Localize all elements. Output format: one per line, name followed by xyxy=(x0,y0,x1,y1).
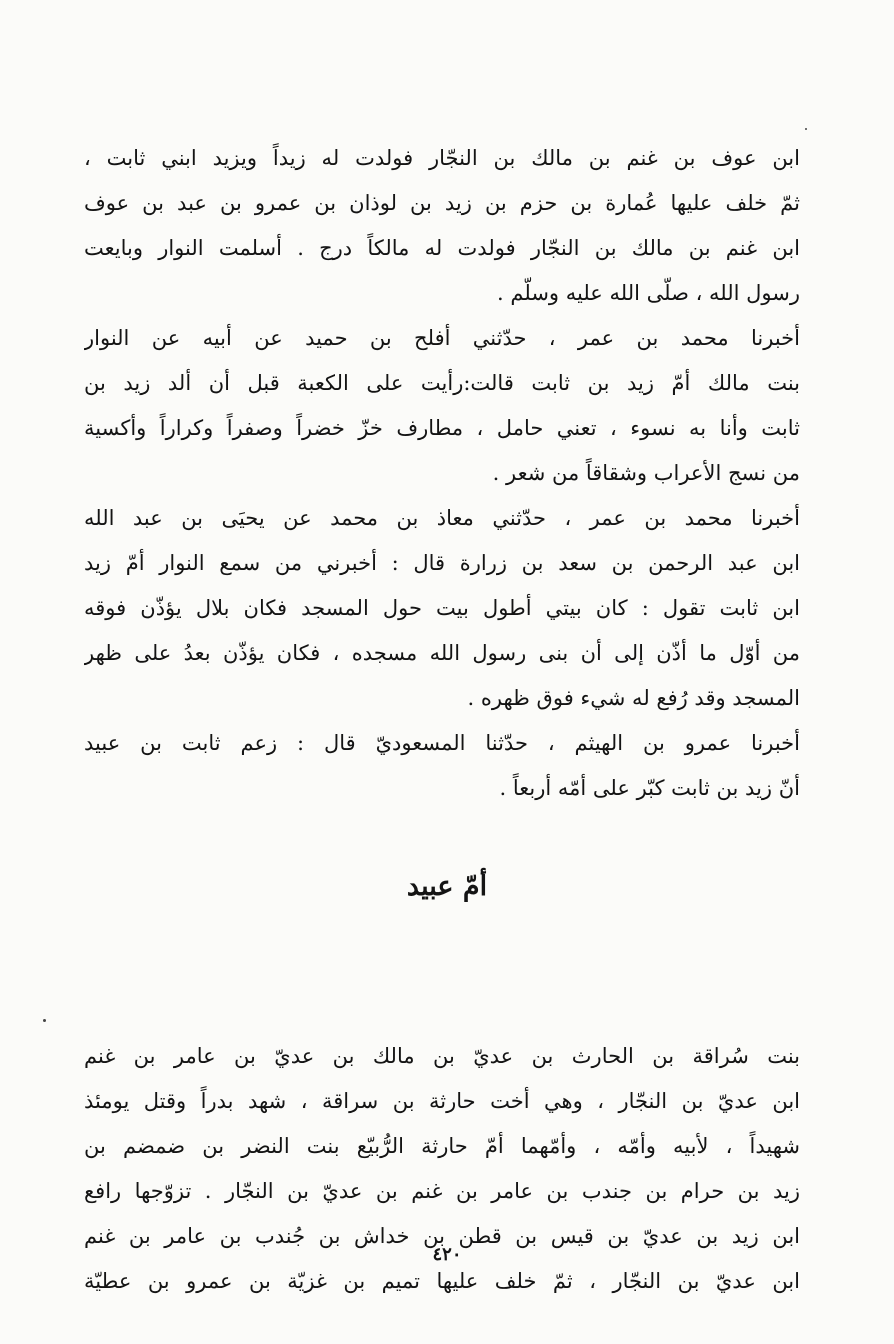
text-line: ابن عوف بن غنم بن مالك بن النجّار فولدت له زيداً ويزيد ابني ثابت ، xyxy=(84,146,800,170)
text-line: بنت مالك أمّ زيد بن ثابت قالت:رأيت على الكعبة قبل أن ألد زيد بن xyxy=(84,371,800,395)
text-line: ابن زيد بن عديّ بن قيس بن قطن بن خداش بن جُندب بن عامر بن غنم xyxy=(84,1224,800,1248)
text-line: ثابت وأنا به نسوء ، تعني حامل ، مطارف خزّ خضراً وصفراً وكراراً وأكسية xyxy=(84,416,800,440)
text-line: المسجد وقد رُفع له شيء فوق ظهره . xyxy=(467,686,800,710)
text-line: زيد بن حرام بن جندب بن عامر بن غنم بن عديّ بن النجّار . تزوّجها رافع xyxy=(84,1179,800,1203)
text-line: ثمّ خلف عليها عُمارة بن حزم بن زيد بن لوذان بن عمرو بن عبد بن عوف xyxy=(84,191,800,215)
text-line: أخبرنا محمد بن عمر ، حدّثني معاذ بن محمد عن يحيَى بن عبد الله xyxy=(84,506,800,530)
text-line: ابن عديّ بن النجّار ، وهي أخت حارثة بن سراقة ، شهد بدراً وقتل يومئذ xyxy=(84,1089,800,1113)
text-line: أخبرنا عمرو بن الهيثم ، حدّثنا المسعوديّ قال : زعم ثابت بن عبيد xyxy=(84,731,800,755)
ink-speck xyxy=(43,1019,46,1022)
ink-speck xyxy=(805,128,807,130)
text-line: أخبرنا محمد بن عمر ، حدّثني أفلح بن حميد عن أبيه عن النوار xyxy=(84,326,800,350)
text-line: من نسج الأعراب وشقاقاً من شعر . xyxy=(492,461,800,485)
text-line: من أوّل ما أذّن إلى أن بنى رسول الله مسجده ، فكان يؤذّن بعدُ على ظهر xyxy=(84,641,800,665)
text-line: ابن عديّ بن النجّار ، ثمّ خلف عليها تميم بن غزيّة بن عمرو بن عطيّة xyxy=(84,1269,800,1293)
page-number: ٤٢٠ xyxy=(432,1244,462,1265)
text-line: ابن ثابت تقول : كان بيتي أطول بيت حول المسجد فكان بلال يؤذّن فوقه xyxy=(84,596,800,620)
text-block-upper xyxy=(84,136,800,811)
text-line: ابن عبد الرحمن بن سعد بن زرارة قال : أخبرني من سمع النوار أمّ زيد xyxy=(84,551,800,575)
text-line: شهيداً ، لأبيه وأمّه ، وأمّهما أمّ حارثة الرُّبيّع بنت النضر بن ضمضم بن xyxy=(84,1134,800,1158)
text-line: ابن غنم بن مالك بن النجّار فولدت له مالكاً درج . أسلمت النوار وبايعت xyxy=(84,236,800,260)
text-line: بنت سُراقة بن الحارث بن عديّ بن مالك بن عديّ بن عامر بن غنم xyxy=(84,1044,800,1068)
text-line: أنّ زيد بن ثابت كبّر على أمّه أربعاً . xyxy=(499,776,800,800)
section-heading: أمّ عبيد xyxy=(406,871,488,902)
text-line: رسول الله ، صلّى الله عليه وسلّم . xyxy=(497,281,800,305)
